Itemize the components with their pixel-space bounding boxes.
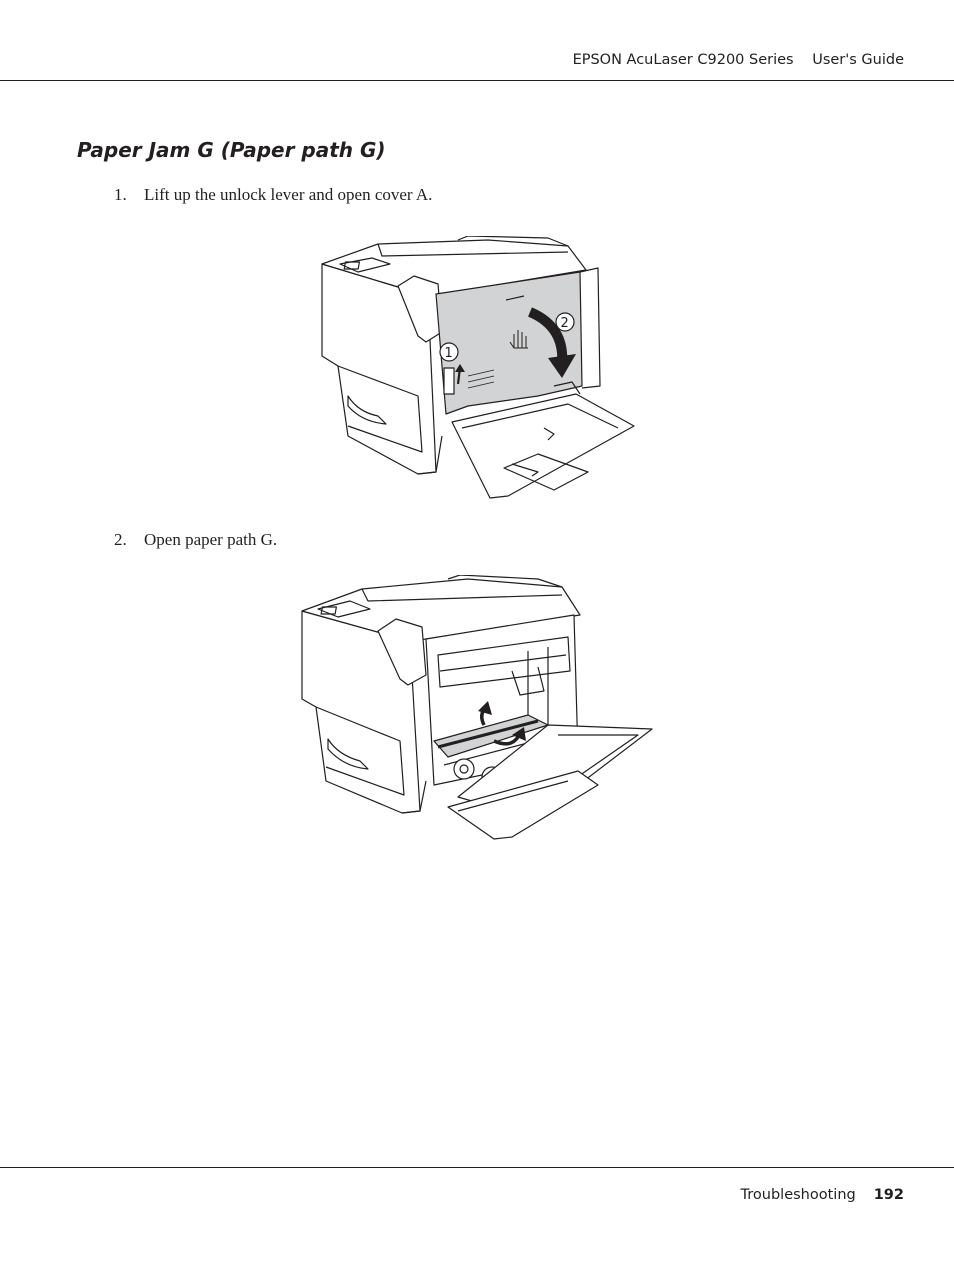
running-footer (741, 1187, 904, 1203)
footer-section: Troubleshooting (740, 1187, 856, 1203)
running-header (573, 52, 904, 68)
footer-rule (0, 1167, 954, 1168)
printer-cover-a-illustration (318, 236, 636, 500)
header-product: EPSON AcuLaser C9200 Series (572, 52, 794, 68)
step-text: Lift up the unlock lever and open cover A. (144, 185, 433, 204)
callout-2: 2 (560, 316, 569, 331)
step-item (114, 185, 432, 205)
callout-1: 1 (444, 346, 453, 361)
printer-paper-path-g-illustration (298, 575, 656, 841)
page-number: 192 (873, 1187, 904, 1203)
step-text: Open paper path G. (144, 530, 278, 549)
step-item (114, 530, 277, 550)
header-rule (0, 80, 954, 81)
step-number: 1. (114, 185, 127, 204)
step-number: 2. (114, 530, 127, 549)
section-title: Paper Jam G (Paper path G) (77, 138, 386, 162)
header-guide: User's Guide (812, 52, 904, 68)
